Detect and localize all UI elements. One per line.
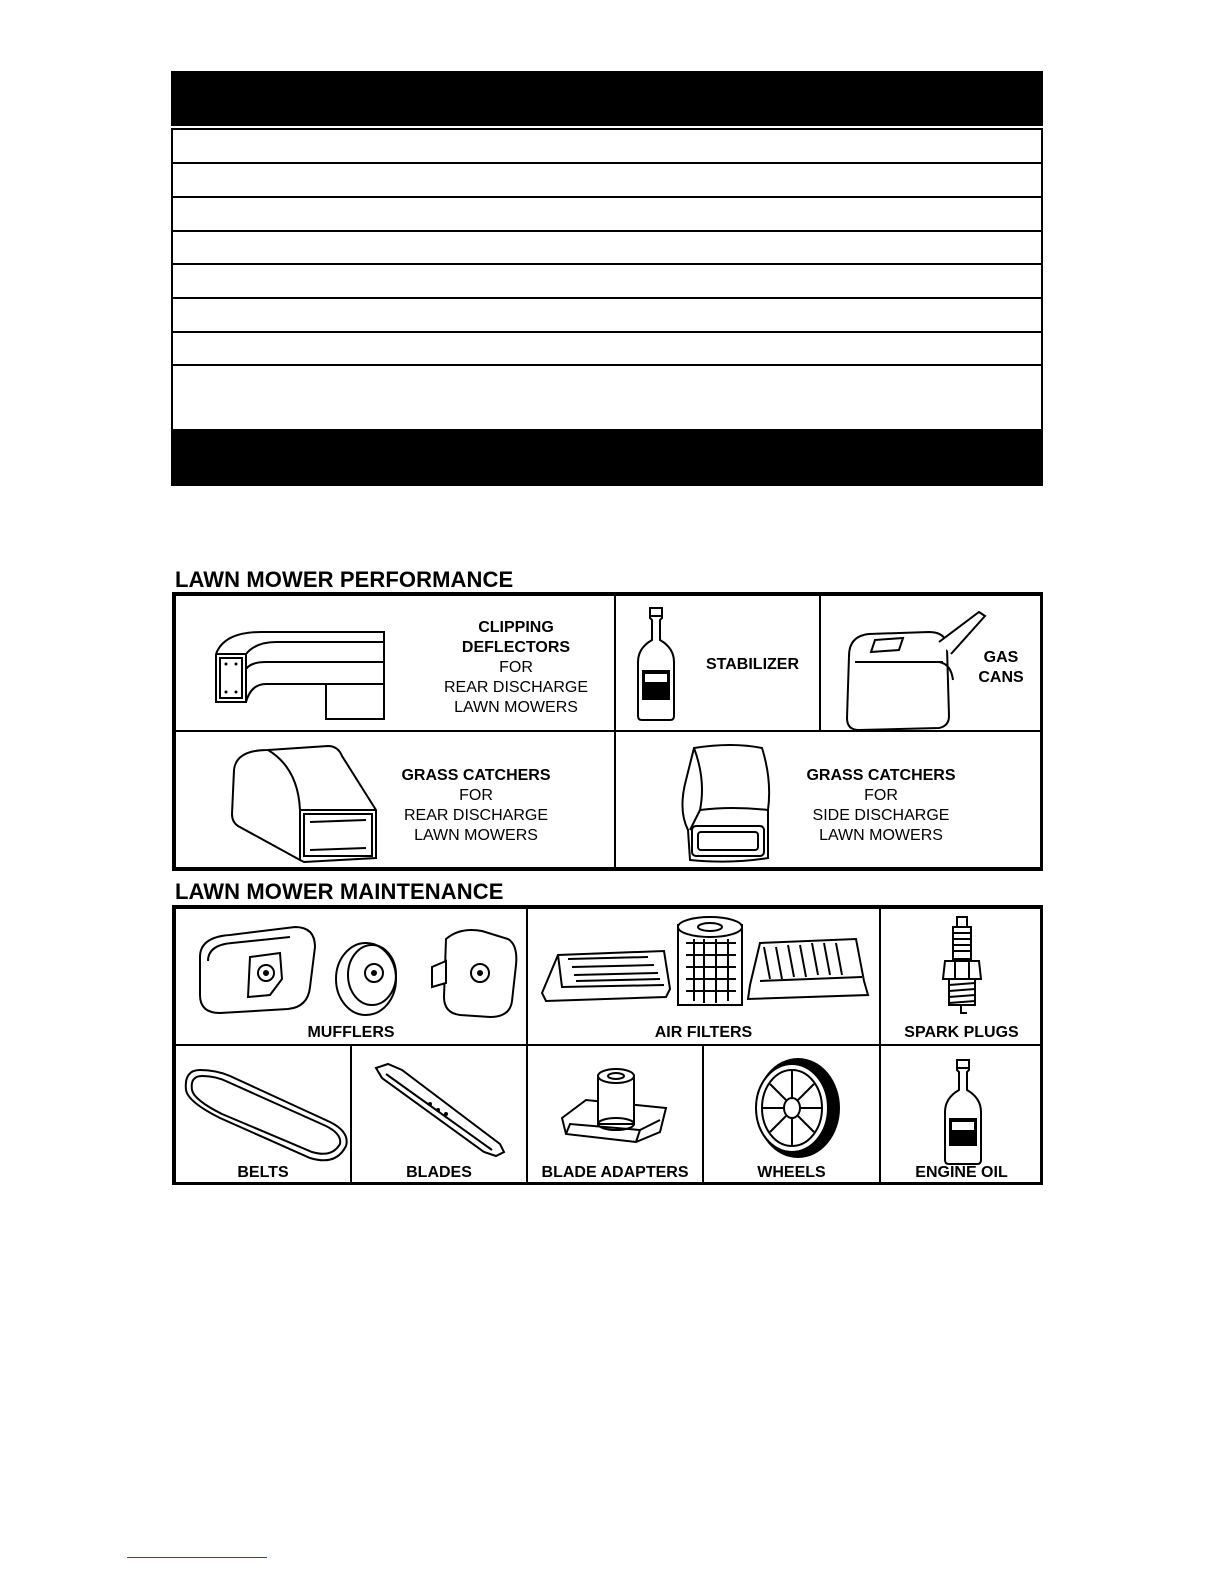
caption-line: CANS: [978, 669, 1024, 686]
table-row: [171, 333, 1043, 366]
grass-catcher-rear-icon: [228, 740, 388, 865]
caption-line: FOR: [459, 787, 493, 804]
blade-adapter-icon: [556, 1060, 676, 1160]
mufflers-label: MUFFLERS: [307, 1024, 395, 1041]
mufflers-cell: [175, 908, 527, 1045]
caption-line: LAWN MOWERS: [819, 827, 943, 844]
blade-icon: [372, 1060, 512, 1160]
caption-line: REAR DISCHARGE: [403, 807, 549, 824]
gas-cans-cell: [820, 595, 1043, 731]
caption-line: LAWN MOWERS: [454, 699, 578, 716]
belts-cell: [175, 1045, 351, 1185]
blank-table: [171, 71, 1043, 486]
maintenance-section-title: LAWN MOWER MAINTENANCE: [175, 879, 504, 904]
caption-line: FOR: [864, 787, 898, 804]
clipping-deflectors-cell: [175, 595, 615, 731]
maintenance-grid: [172, 905, 1043, 1185]
performance-section-title: LAWN MOWER PERFORMANCE: [175, 567, 514, 592]
caption-line: GRASS CATCHERS: [806, 767, 956, 784]
grass-catchers-side-cell: [615, 731, 1043, 868]
engine-oil-label: ENGINE OIL: [915, 1164, 1008, 1181]
caption-line: FOR: [499, 659, 533, 676]
table-header-bar: [171, 71, 1043, 126]
table-row: [171, 299, 1043, 333]
table-row: [171, 198, 1043, 232]
performance-grid: [172, 592, 1043, 871]
caption-line: GRASS CATCHERS: [401, 767, 551, 784]
spark-plugs-cell: [880, 908, 1043, 1045]
table-row: [171, 265, 1043, 299]
spark-plugs-label: SPARK PLUGS: [904, 1024, 1019, 1041]
stabilizer-label: STABILIZER: [705, 656, 800, 673]
table-row: [171, 232, 1043, 265]
air-filters-label: AIR FILTERS: [654, 1024, 753, 1041]
engine-oil-bottle-icon: [939, 1056, 989, 1168]
table-row: [171, 164, 1043, 198]
caption-line: GAS: [983, 649, 1019, 666]
grass-catcher-side-icon: [672, 740, 782, 865]
caption-line: CLIPPING: [478, 619, 554, 636]
grass-catchers-rear-cell: [175, 731, 615, 868]
caption-line: DEFLECTORS: [461, 639, 571, 656]
blades-label: BLADES: [406, 1164, 472, 1181]
blade-adapters-cell: [527, 1045, 703, 1185]
wheels-label: WHEELS: [757, 1164, 826, 1181]
engine-oil-cell: [880, 1045, 1043, 1185]
caption-line: SIDE DISCHARGE: [812, 807, 950, 824]
table-row: [171, 128, 1043, 164]
caption-line: LAWN MOWERS: [414, 827, 538, 844]
footnote-rule: [127, 1557, 267, 1558]
stabilizer-bottle-icon: [632, 604, 682, 724]
belt-icon: [180, 1062, 350, 1162]
table-footer-bar: [171, 431, 1043, 486]
spark-plug-icon: [937, 915, 987, 1025]
caption-line: REAR DISCHARGE: [443, 679, 589, 696]
table-row: [171, 366, 1043, 431]
stabilizer-cell: [615, 595, 820, 731]
wheel-icon: [746, 1054, 846, 1164]
muffler-icon: [190, 917, 520, 1022]
wheels-cell: [703, 1045, 880, 1185]
clipping-deflector-icon: [206, 624, 406, 724]
blades-cell: [351, 1045, 527, 1185]
belts-label: BELTS: [237, 1164, 289, 1181]
air-filter-icon: [538, 915, 868, 1025]
blade-adapters-label: BLADE ADAPTERS: [541, 1164, 689, 1181]
air-filters-cell: [527, 908, 880, 1045]
